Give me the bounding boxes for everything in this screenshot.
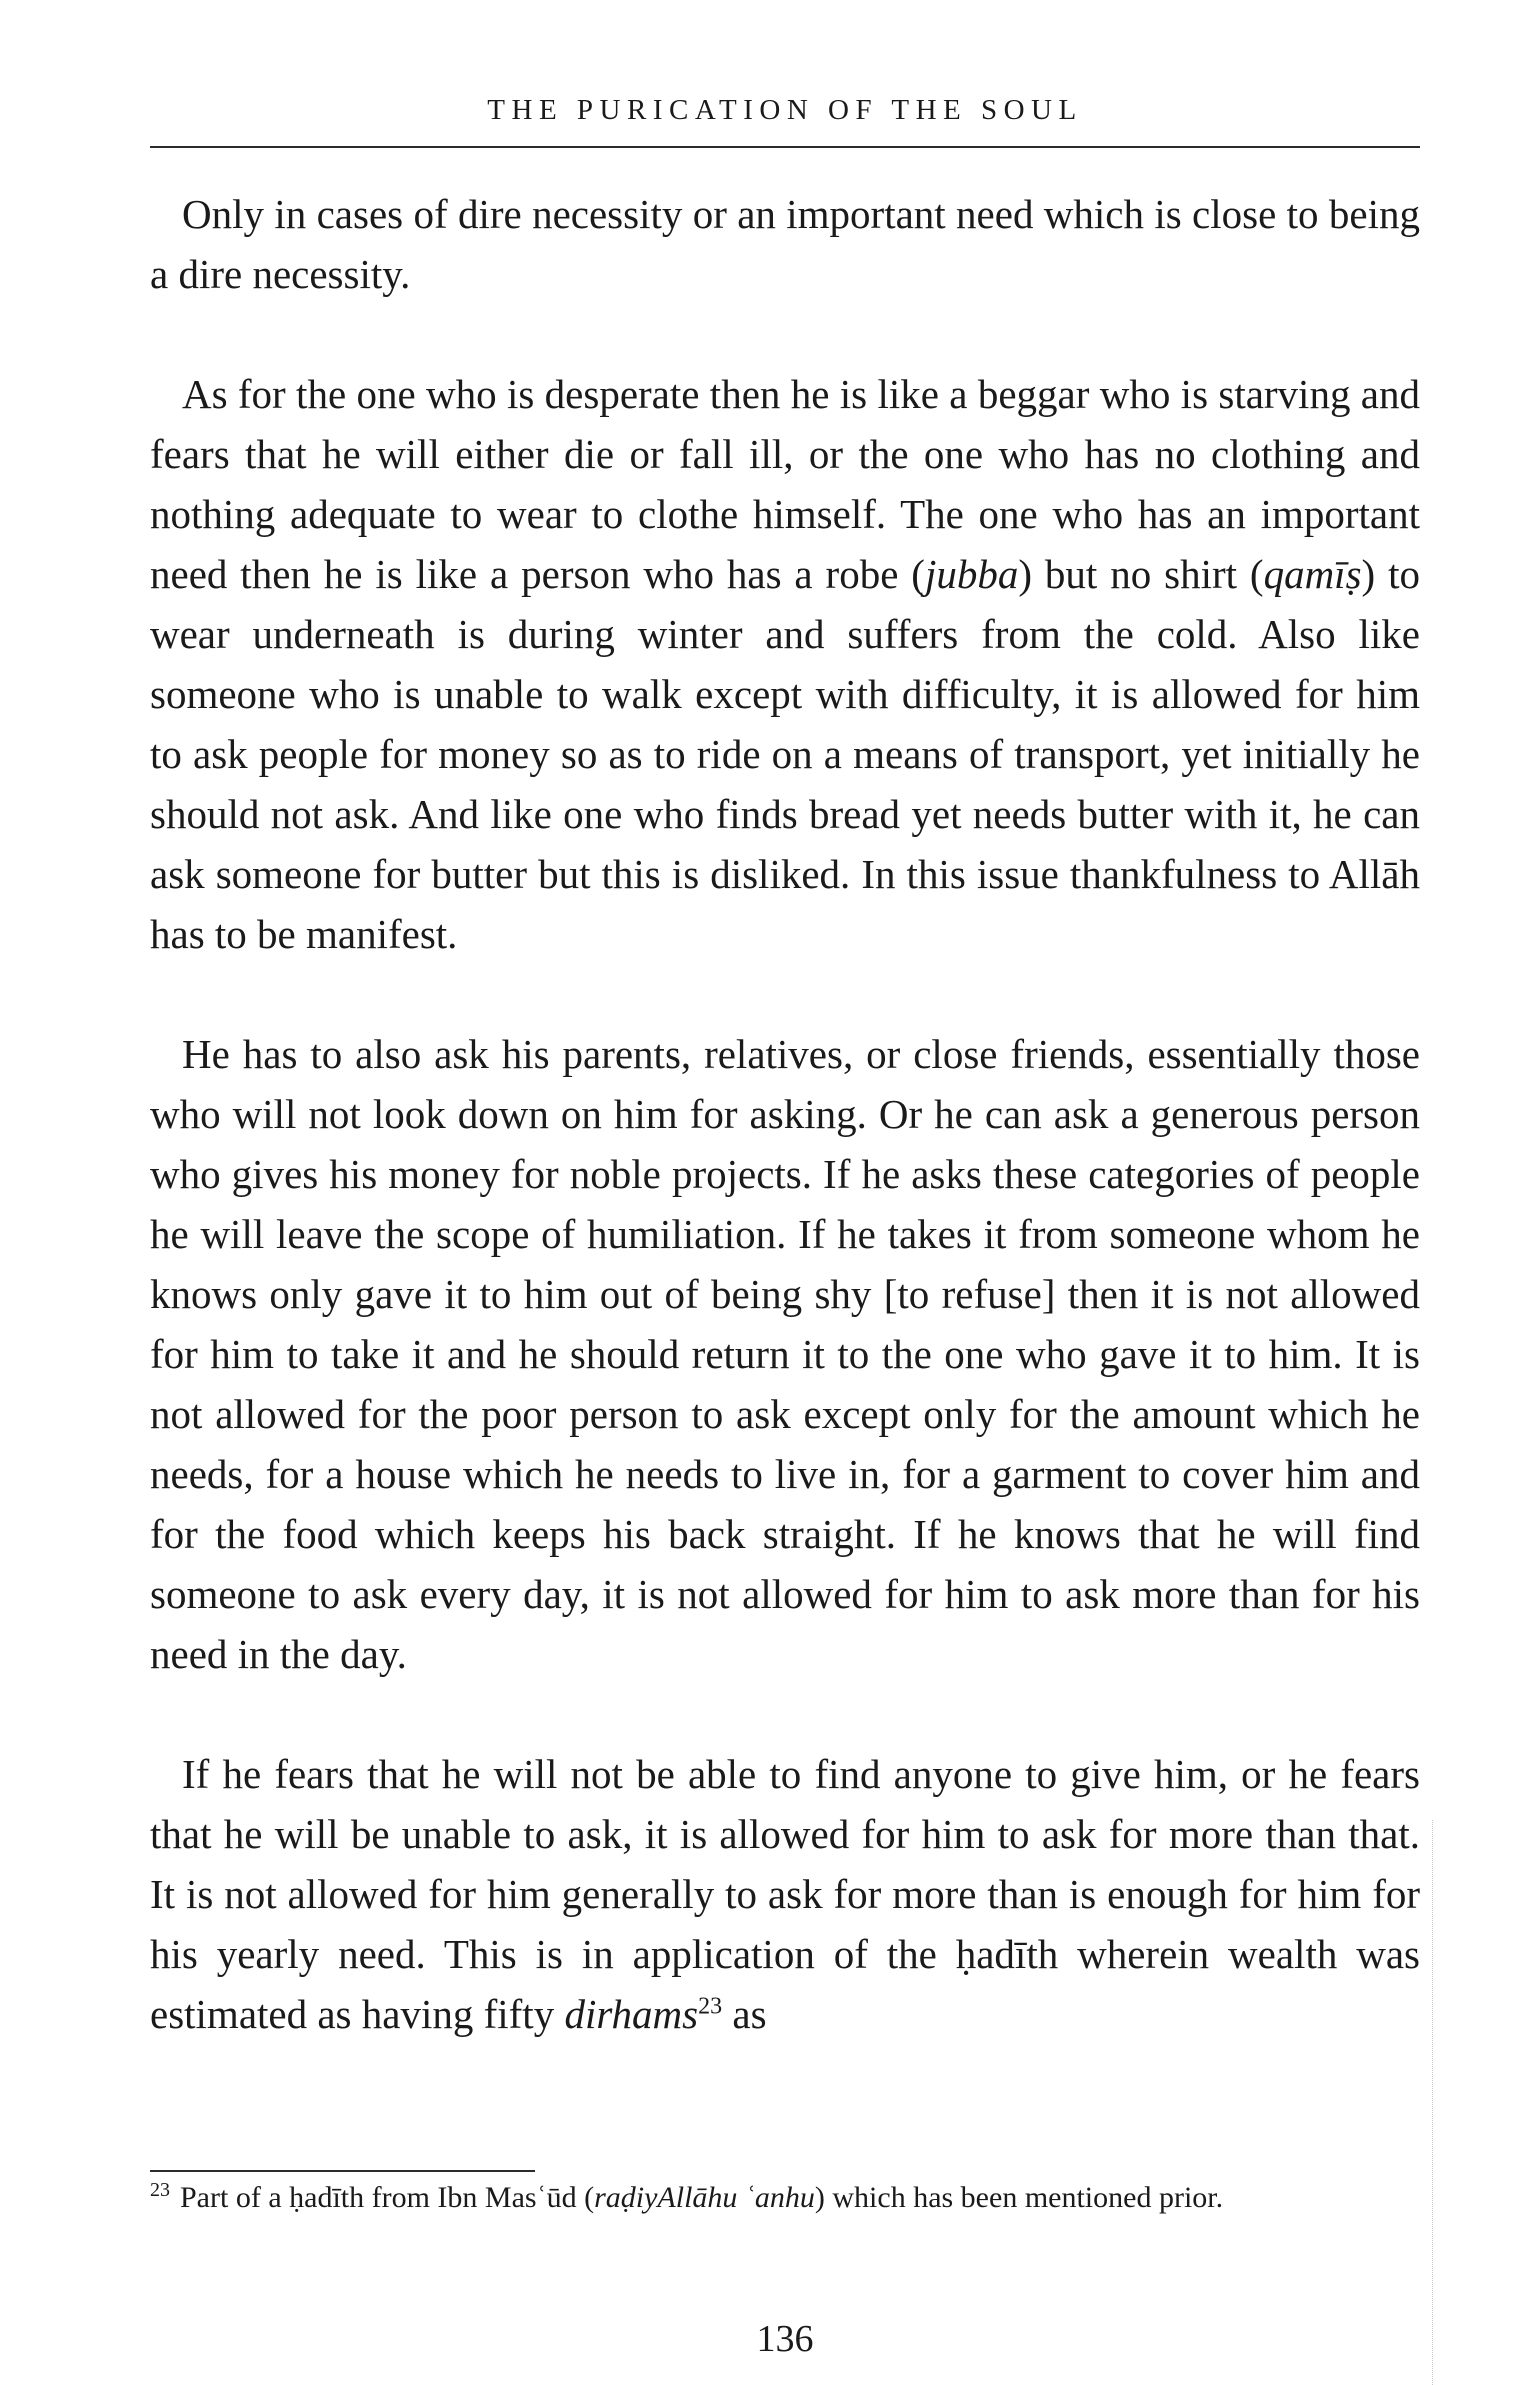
- page-number: 136: [756, 2318, 814, 2360]
- paragraph-2-text-c: ) to wear underneath is during winter and suffers from the cold. Also like someone who is unable to walk except with difficulty, it is allowed for him to ask people for money so as to ride on a means of transport, yet initially he should not ask. And like one who finds bread yet needs butter with it, he can ask someone for butter but this is disliked. In this issue thankfulness to Allāh has to be manifest.: [150, 551, 1420, 957]
- footnote-text-a: Part of a ḥadīth from Ibn Masʿūd (: [180, 2181, 595, 2214]
- footnote-number: 23: [150, 2179, 170, 2201]
- paragraph-3-text: He has to also ask his parents, relatives, or close friends, essentially those who will not look down on him for asking. Or he can ask a generous person who gives his money for noble projects. If he asks these categories of people he will leave the scope of humiliation. If he takes it from someone whom he knows only gave it to him out of being shy [to refuse] then it is not allowed for him to take it and he should return it to the one who gave it to him. It is not allowed for the poor person to ask except only for the amount which he needs, for a house which he needs to live in, for a garment to cover him and for the food which keeps his back straight. If he knows that he will find someone to ask every day, it is not allowed for him to ask more than for his need in the day.: [150, 1031, 1420, 1677]
- header-rule: [150, 146, 1420, 148]
- paragraph-3: [150, 1024, 1420, 1684]
- footnote-reference-23[interactable]: 23: [698, 1993, 723, 2020]
- term-dirhams: dirhams: [564, 1991, 699, 2037]
- footnote-honorific: raḍiyAllāhu ʿanhu: [594, 2181, 815, 2214]
- footnote-text-b: ) which has been mentioned prior.: [814, 2181, 1224, 2214]
- paragraph-4: [150, 1744, 1420, 2044]
- term-jubba: jubba: [924, 551, 1019, 597]
- scan-margin-line: [1432, 1820, 1433, 2385]
- term-qamis: qamīṣ: [1263, 551, 1362, 597]
- footnote-23: [150, 2178, 1420, 2218]
- paragraph-4-text-a: If he fears that he will not be able to find anyone to give him, or he fears that he will be unable to ask, it is allowed for him to ask for more than that. It is not allowed for him generally to ask for more than is enough for him for his yearly need. This is in application of the ḥadīth wherein wealth was estimated as having fifty: [150, 1751, 1420, 2037]
- paragraph-1-text: Only in cases of dire necessity or an important need which is close to being a dire necessity.: [150, 191, 1420, 297]
- paragraph-1: [150, 184, 1420, 304]
- footnote-rule: [150, 2170, 535, 2172]
- paragraph-2-text-a: As for the one who is desperate then he is like a beggar who is starving and fears that he will either die or fall ill, or the one who has no clothing and nothing adequate to wear to clothe himself. The one who has an important need then he is like a person who has a robe (: [150, 371, 1420, 597]
- body-text: [150, 184, 1420, 2044]
- paragraph-4-text-b: as: [722, 1991, 767, 2037]
- paragraph-2: [150, 364, 1420, 964]
- paragraph-2-text-b: ) but no shirt (: [1018, 551, 1264, 597]
- running-title: THE PURICATION OF THE SOUL: [487, 94, 1083, 126]
